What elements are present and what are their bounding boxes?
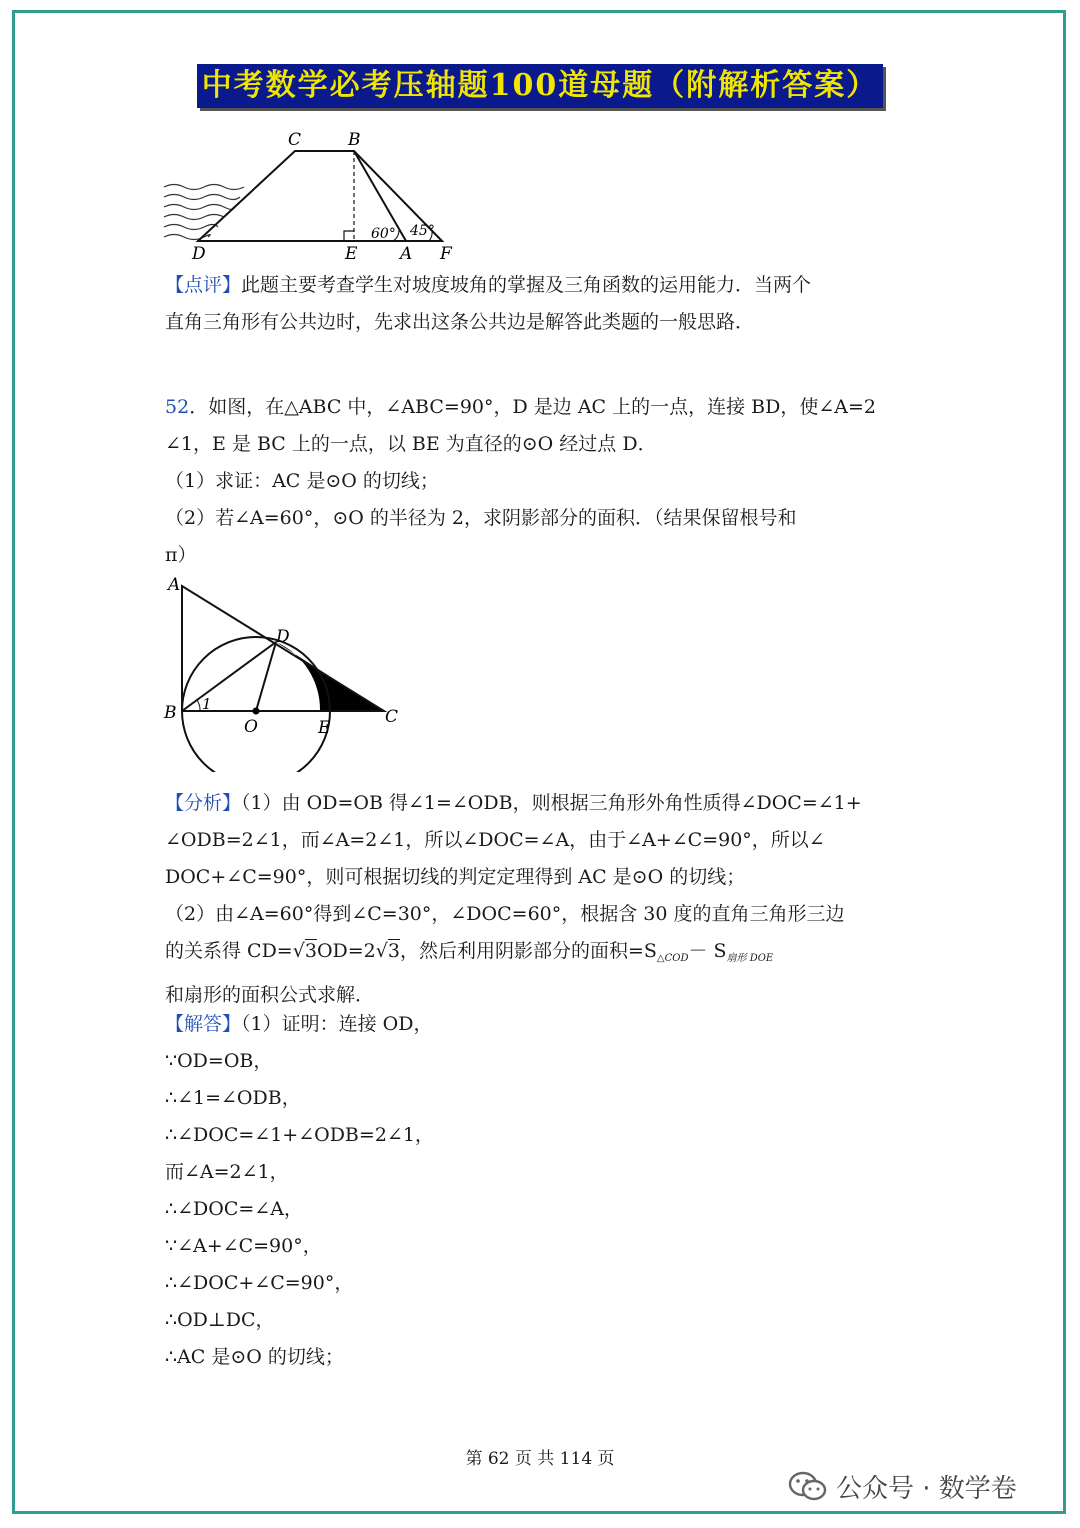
trapezoid-lines	[198, 151, 442, 241]
review-paragraph: 【点评】此题主要考查学生对坡度坡角的掌握及三角函数的运用能力．当两个 直角三角形有公共边时，先求出这条公共边是解答此类题的一般思路．	[165, 274, 812, 333]
label-F: F	[440, 244, 452, 264]
dam-figure	[160, 125, 460, 265]
label-1: 1	[202, 695, 212, 713]
angle-60: 60°	[371, 226, 396, 242]
label-C: C	[288, 130, 302, 150]
water-waves	[164, 185, 244, 240]
analysis-tag: 【分析】	[165, 792, 242, 814]
page-number: 第 62 页 共 114 页	[465, 1449, 615, 1469]
label-E: E	[318, 718, 331, 738]
center-O-dot	[253, 708, 260, 715]
analysis-paragraph: 【分析】（1）由 OD=OB 得∠1=∠ODB，则根据三角形外角性质得∠DOC=∠1+ ∠ODB=2∠1，而∠A=2∠1，所以∠DOC=∠A，由于∠A+∠C=90°，所以∠ DOC+∠C=90°，则可根据切线的判定定理得到 AC 是⊙O 的切线； （2）由∠A=60°得到∠C=30°，∠DOC=60°，根据含 30 度的直角三角形三边 的关系得 CD=√3OD=2√3，然后利用阴影部分的面积$=S_{\triangle COD}- S_{扇形 DOE}$ 和扇形的面积公式求解．	[165, 792, 862, 1006]
angle-45: 45°	[410, 223, 435, 239]
watermark-text: 公众号 · 数学卷	[836, 1474, 1017, 1504]
label-A: A	[400, 244, 413, 264]
answer-paragraph: 【解答】（1）证明：连接 OD， ∵OD=OB， ∴∠1=∠ODB， ∴∠DOC=∠1+∠ODB=2∠1， 而∠A=2∠1， ∴∠DOC=∠A， ∵∠A+∠C=90°， ∴∠DOC+∠C=90°， ∴OD⊥DC， ∴AC 是⊙O 的切线；	[165, 1013, 434, 1368]
label-B: B	[164, 703, 177, 723]
problem-number: 52	[165, 396, 190, 418]
label-A: A	[168, 575, 181, 595]
segment-BD	[182, 642, 276, 711]
label-D: D	[192, 244, 206, 264]
label-B: B	[348, 130, 361, 150]
label-D: D	[276, 627, 290, 647]
problem-paragraph: 52．如图，在△ABC 中，∠ABC=90°，D 是边 AC 上的一点，连接 BD，使∠A=2 ∠1，E 是 BC 上的一点，以 BE 为直径的⊙O 经过点 D． （1）求证：AC 是⊙O 的切线； （2）若∠A=60°，⊙O 的半径为 2，求阴影部分的面积．（结果保留根号和 π）	[165, 396, 876, 566]
triangle-ABC	[182, 586, 384, 711]
label-C: C	[385, 707, 399, 727]
wechat-icon	[788, 1471, 828, 1503]
circle-figure	[160, 572, 410, 772]
watermark	[788, 1468, 1017, 1505]
page-title: 中考数学必考压轴题100道母题（附解析答案）	[197, 64, 883, 108]
review-tag: 【点评】	[165, 274, 242, 296]
right-angle-mark	[344, 231, 354, 241]
label-E: E	[345, 244, 358, 264]
answer-tag: 【解答】	[165, 1013, 242, 1035]
label-O: O	[244, 717, 258, 737]
segment-OD	[256, 642, 276, 711]
